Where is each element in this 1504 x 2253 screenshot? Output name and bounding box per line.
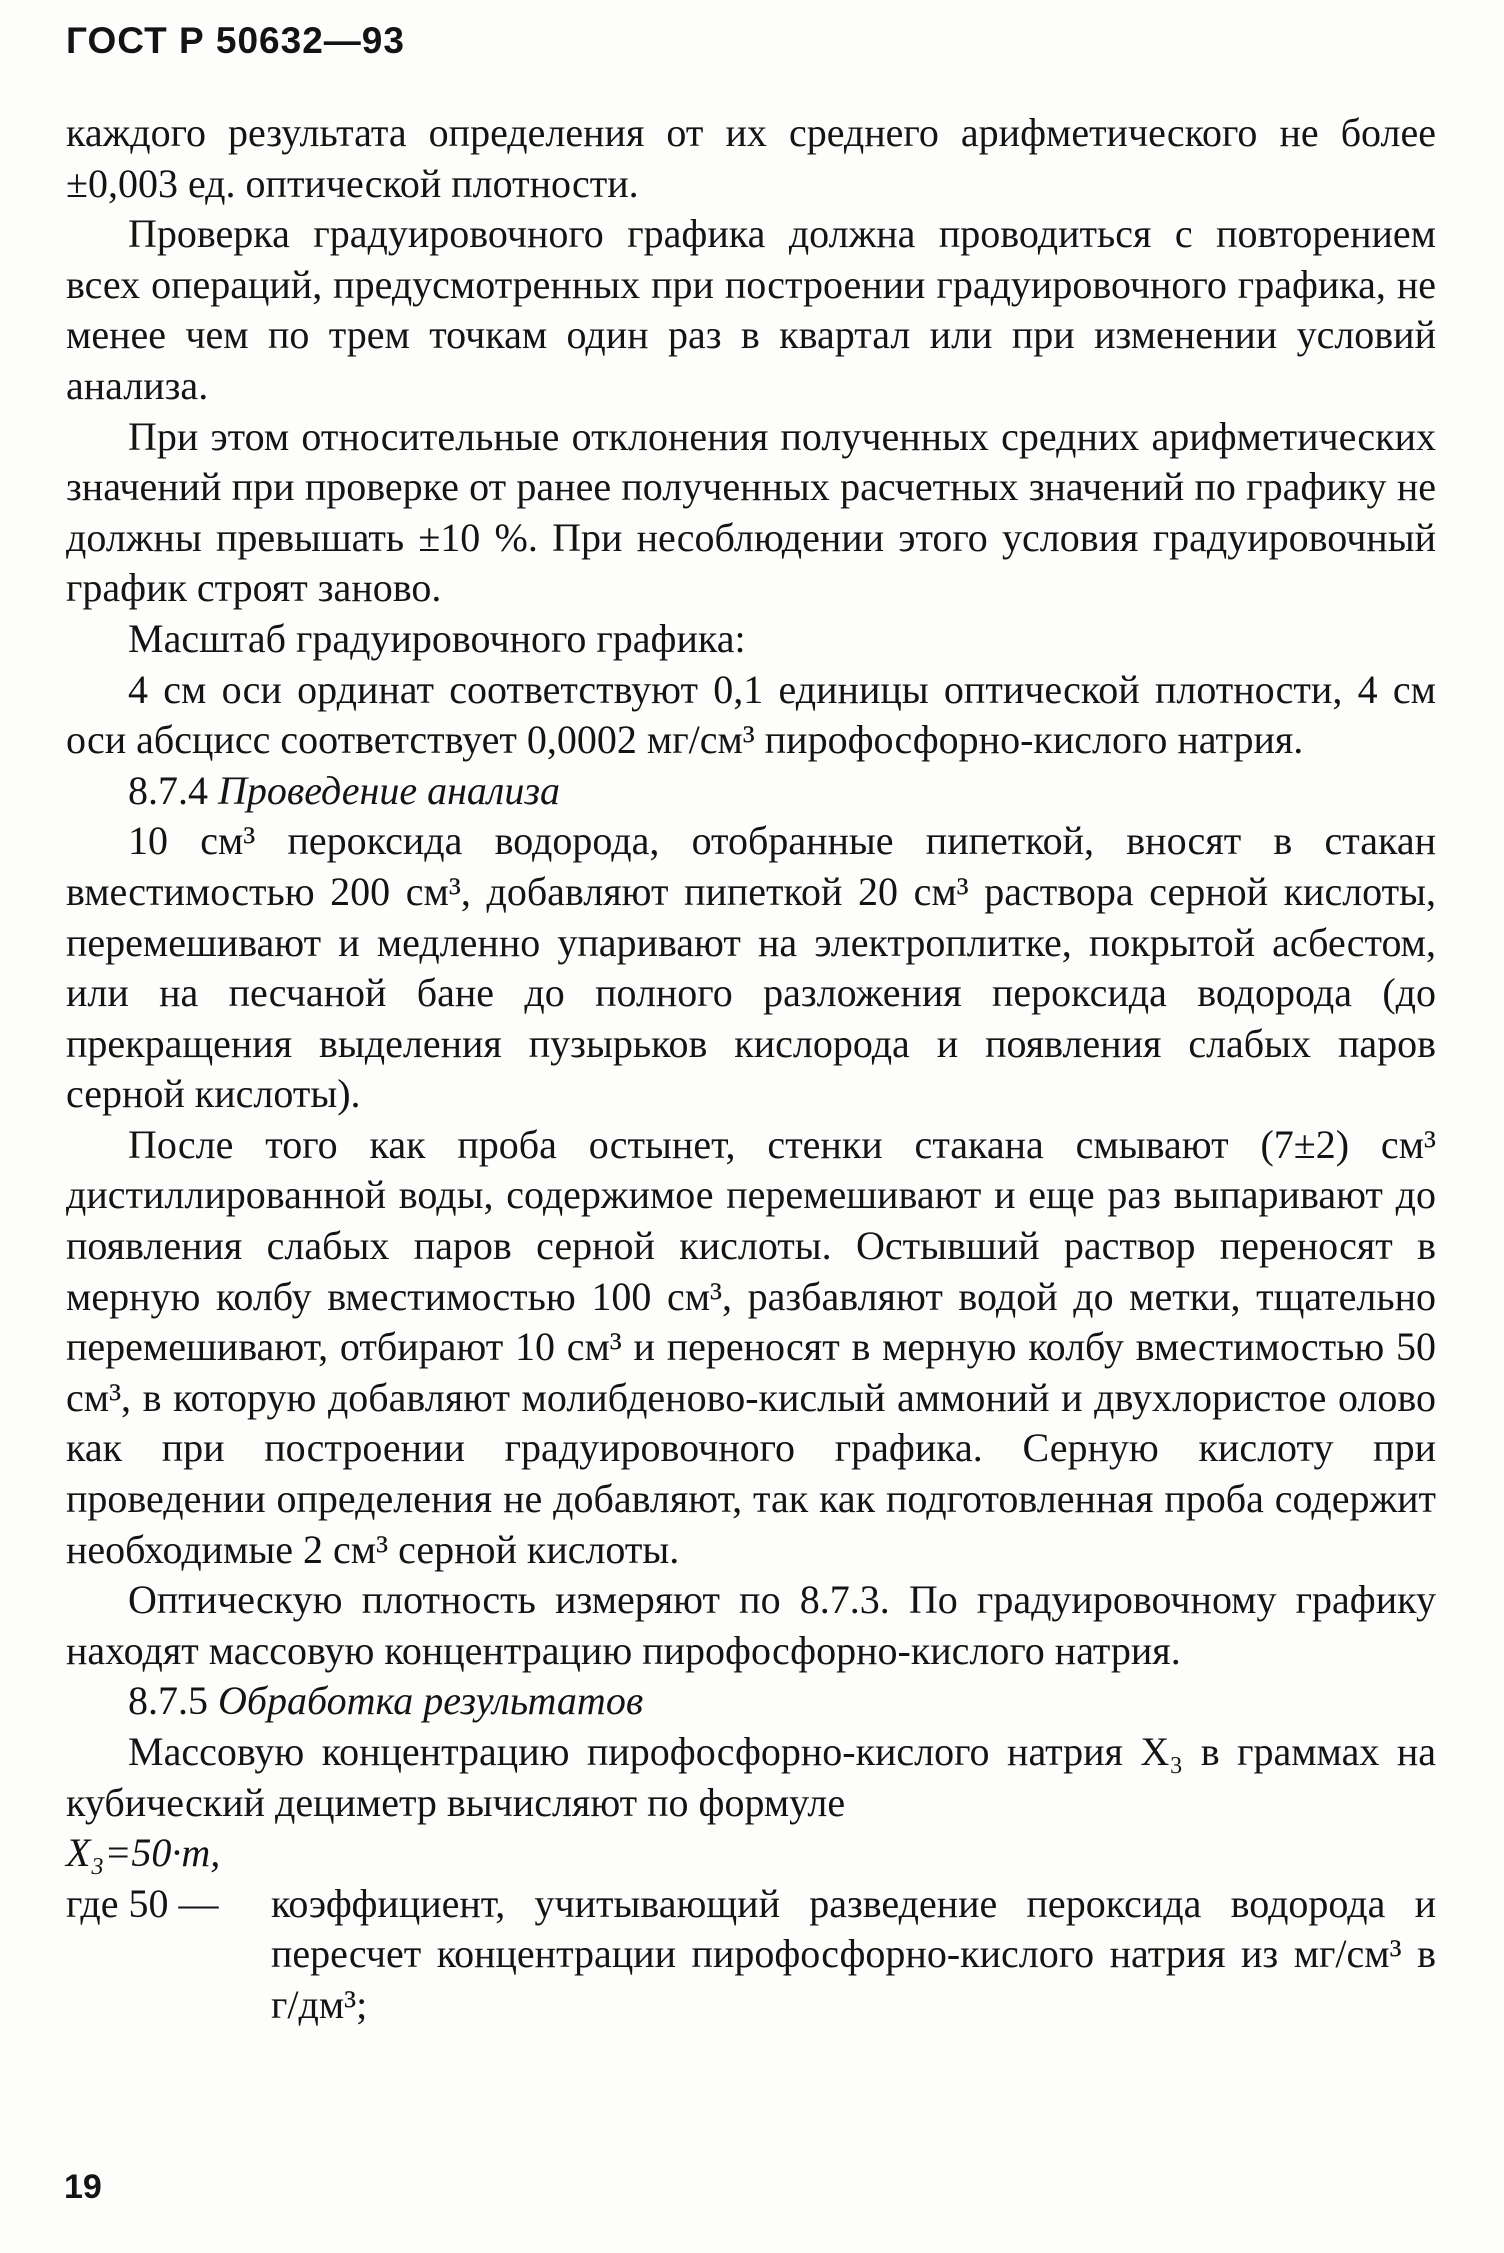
document-body — [66, 108, 1436, 2031]
paragraph-scale-heading: Масштаб градуировочного графика: — [128, 615, 746, 661]
page-number: 19 — [64, 2168, 102, 2206]
paragraph-deviation-limit: При этом относительные отклонения полученных средних арифметических значений при проверке от ранее полученных расчетных значений по графику не должны превышать ±10 %. При несоблюдении этого условия градуировочный график строят заново. — [66, 413, 1436, 611]
page-header: ГОСТ Р 50632—93 — [66, 20, 405, 61]
paragraph-sample-dilution: После того как проба остынет, стенки стакана смывают (7±2) см³ дистиллированной воды, содержимое перемешивают и еще раз выпаривают до появления слабых паров серной кислоты. Остывший раствор переносят в мерную колбу вместимостью 100 см³, разбавляют водой до метки, тщательно перемешивают, отбирают 10 см³ и переносят в мерную колбу вместимостью 50 см³, в которую добавляют молибденово-кислый аммоний и двухлористое олово как при построении градуировочного графика. Серную кислоту при проведении определения не добавляют, так как подготовленная проба содержит необходимые 2 см³ серной кислоты. — [66, 1121, 1436, 1572]
paragraph-formula-intro: Массовую концентрацию пирофосфорно-кислого натрия X₃ в граммах на кубический дециметр вычисляют по формуле — [66, 1729, 1436, 1825]
section-number: 8.7.5 — [128, 1678, 208, 1724]
paragraph-continuation: каждого результата определения от их среднего арифметического не более ±0,003 ед. оптической плотности. — [66, 110, 1436, 206]
section-number: 8.7.4 — [128, 767, 208, 813]
section-heading-8-7-5 — [66, 1676, 1436, 1727]
formula: X₃=50·m, — [66, 1830, 221, 1876]
section-title: Проведение анализа — [218, 767, 560, 813]
paragraph-scale-values: 4 см оси ординат соответствуют 0,1 единицы оптической плотности, 4 см оси абсцисс соответствует 0,0002 мг/см³ пирофосфорно-кислого натрия. — [66, 666, 1436, 763]
paragraph-sample-prep: 10 см³ пероксида водорода, отобранные пипеткой, вносят в стакан вместимостью 200 см³, добавляют пипеткой 20 см³ раствора серной кислоты, перемешивают и медленно упаривают на электроплитке, покрытой асбестом, или на песчаной бане до полного разложения пероксида водорода (до прекращения выделения пузырьков кислорода и появления слабых паров серной кислоты). — [66, 818, 1436, 1117]
legend-text: коэффициент, учитывающий разведение пероксида водорода и пересчет концентрации пирофосфорно-кислого натрия из мг/см³ в г/дм³; — [271, 1880, 1436, 2027]
paragraph-calibration-check: Проверка градуировочного графика должна проводиться с повторением всех операций, предусмотренных при построении градуировочного графика, не менее чем по трем точкам один раз в квартал или при изменении условий анализа. — [66, 211, 1436, 408]
formula-legend — [66, 1879, 1436, 2031]
section-heading-8-7-4 — [66, 766, 1436, 817]
section-title: Обработка результатов — [218, 1678, 644, 1724]
legend-label: где 50 — — [66, 1880, 219, 1926]
paragraph-optical-density: Оптическую плотность измеряют по 8.7.3. По градуировочному графику находят массовую концентрацию пирофосфорно-кислого натрия. — [66, 1577, 1436, 1673]
